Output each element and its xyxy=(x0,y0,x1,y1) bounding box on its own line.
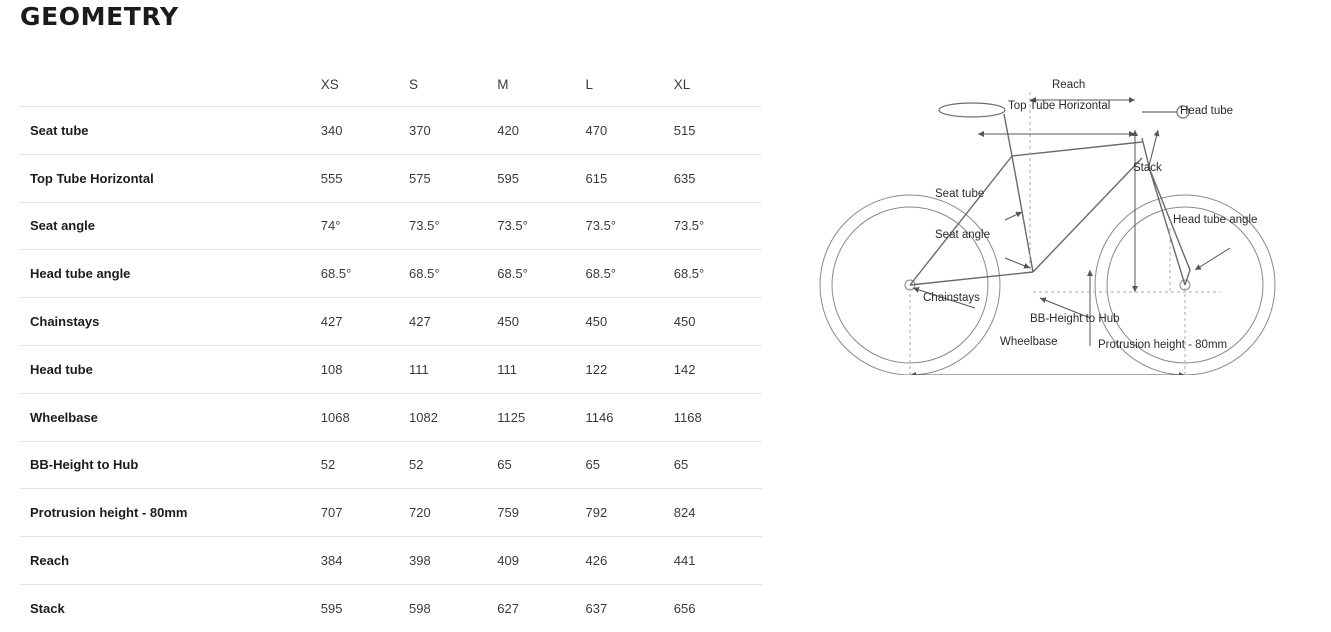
cell-l: 470 xyxy=(586,107,674,155)
cell-m: 627 xyxy=(497,600,519,616)
label-protrusion-height: Protrusion height - 80mm xyxy=(1098,339,1228,351)
cell-m: 595 xyxy=(497,154,585,202)
row-label: Top Tube Horizontal xyxy=(20,154,321,202)
cell-xl: 73.5° xyxy=(674,202,762,250)
cell-m: 1125 xyxy=(497,393,585,441)
column-header-s: S xyxy=(409,62,497,107)
table-row xyxy=(20,489,762,537)
cell-xl: 441 xyxy=(674,537,762,585)
cell-xs: 595 xyxy=(320,600,343,616)
cell-xl: 65 xyxy=(674,441,762,489)
cell-xl: 656 xyxy=(673,600,696,616)
cell-s: 575 xyxy=(409,154,497,202)
table-row xyxy=(20,250,762,298)
label-top-tube-horizontal: Top Tube Horizontal xyxy=(1008,100,1111,112)
cell-xs: 74° xyxy=(321,202,409,250)
cell-s: 720 xyxy=(409,489,497,537)
label-head-tube: Head tube xyxy=(1180,105,1234,117)
row-label: Stack xyxy=(30,600,65,616)
column-header-xs: XS xyxy=(321,62,409,107)
label-chainstays: Chainstays xyxy=(923,292,980,304)
cell-s: 427 xyxy=(409,298,497,346)
column-header-measurement xyxy=(20,62,321,107)
cell-s: 370 xyxy=(409,107,497,155)
cell-s: 1082 xyxy=(409,393,497,441)
cell-m: 450 xyxy=(497,298,585,346)
table-row xyxy=(20,202,762,250)
cell-l: 65 xyxy=(586,441,674,489)
table-row xyxy=(20,345,762,393)
cell-xl: 824 xyxy=(674,489,762,537)
cell-xs: 108 xyxy=(321,345,409,393)
table-row xyxy=(20,537,762,585)
label-bb-height: BB-Height to Hub xyxy=(1030,313,1120,325)
row-label: Seat angle xyxy=(20,202,321,250)
cell-xl: 142 xyxy=(674,345,762,393)
cell-m: 65 xyxy=(497,441,585,489)
cell-xs: 555 xyxy=(321,154,409,202)
cell-l: 792 xyxy=(586,489,674,537)
cell-l: 450 xyxy=(586,298,674,346)
column-header-xl: XL xyxy=(674,62,762,107)
table-row xyxy=(20,393,762,441)
cell-s: 398 xyxy=(409,537,497,585)
table-row xyxy=(20,107,762,155)
cell-s: 68.5° xyxy=(409,250,497,298)
row-label: Head tube xyxy=(20,345,321,393)
cell-xs: 384 xyxy=(321,537,409,585)
cell-s: 598 xyxy=(409,600,431,616)
column-header-m: M xyxy=(497,62,585,107)
table-header-row xyxy=(20,62,762,107)
table-row xyxy=(20,298,762,346)
cell-xl: 635 xyxy=(674,154,762,202)
column-header-l: L xyxy=(586,62,674,107)
table-header xyxy=(20,62,762,107)
row-label: BB-Height to Hub xyxy=(20,441,321,489)
label-seat-angle: Seat angle xyxy=(935,229,990,241)
cell-m: 111 xyxy=(497,345,585,393)
cell-m: 409 xyxy=(497,537,585,585)
cell-xs: 1068 xyxy=(321,393,409,441)
cell-l: 73.5° xyxy=(586,202,674,250)
cell-m: 68.5° xyxy=(497,250,585,298)
cell-xl: 450 xyxy=(674,298,762,346)
table-row xyxy=(20,154,762,202)
cell-xs: 52 xyxy=(321,441,409,489)
cell-xs: 427 xyxy=(321,298,409,346)
cell-l: 426 xyxy=(586,537,674,585)
table-row xyxy=(20,441,762,489)
table-body xyxy=(20,107,762,632)
cell-l: 68.5° xyxy=(586,250,674,298)
cell-s: 111 xyxy=(409,345,497,393)
cell-xl: 515 xyxy=(674,107,762,155)
cell-xl: 1168 xyxy=(674,393,762,441)
page-title: GEOMETRY xyxy=(20,2,179,31)
cell-xs: 340 xyxy=(321,107,409,155)
label-reach: Reach xyxy=(1052,79,1086,91)
row-label: Seat tube xyxy=(20,107,321,155)
cell-m: 420 xyxy=(497,107,585,155)
cell-l: 637 xyxy=(585,600,608,616)
row-label: Head tube angle xyxy=(20,250,321,298)
row-label: Protrusion height - 80mm xyxy=(20,489,321,537)
cell-xs: 707 xyxy=(321,489,409,537)
cell-m: 759 xyxy=(497,489,585,537)
cell-l: 122 xyxy=(586,345,674,393)
label-wheelbase: Wheelbase xyxy=(1000,336,1058,348)
label-stack: Stack xyxy=(1133,162,1162,174)
cell-m: 73.5° xyxy=(497,202,585,250)
row-label: Reach xyxy=(20,537,321,585)
cell-s: 73.5° xyxy=(409,202,497,250)
row-label: Wheelbase xyxy=(20,393,321,441)
label-head-tube-angle: Head tube angle xyxy=(1173,214,1258,226)
bike-geometry-diagram xyxy=(790,30,1320,375)
cell-s: 52 xyxy=(409,441,497,489)
geometry-table xyxy=(20,62,762,632)
cell-l: 615 xyxy=(586,154,674,202)
row-label: Chainstays xyxy=(20,298,321,346)
cell-xl: 68.5° xyxy=(674,250,762,298)
label-seat-tube: Seat tube xyxy=(935,188,985,200)
cell-xs: 68.5° xyxy=(321,250,409,298)
cell-l: 1146 xyxy=(586,393,674,441)
table-row xyxy=(20,584,762,631)
